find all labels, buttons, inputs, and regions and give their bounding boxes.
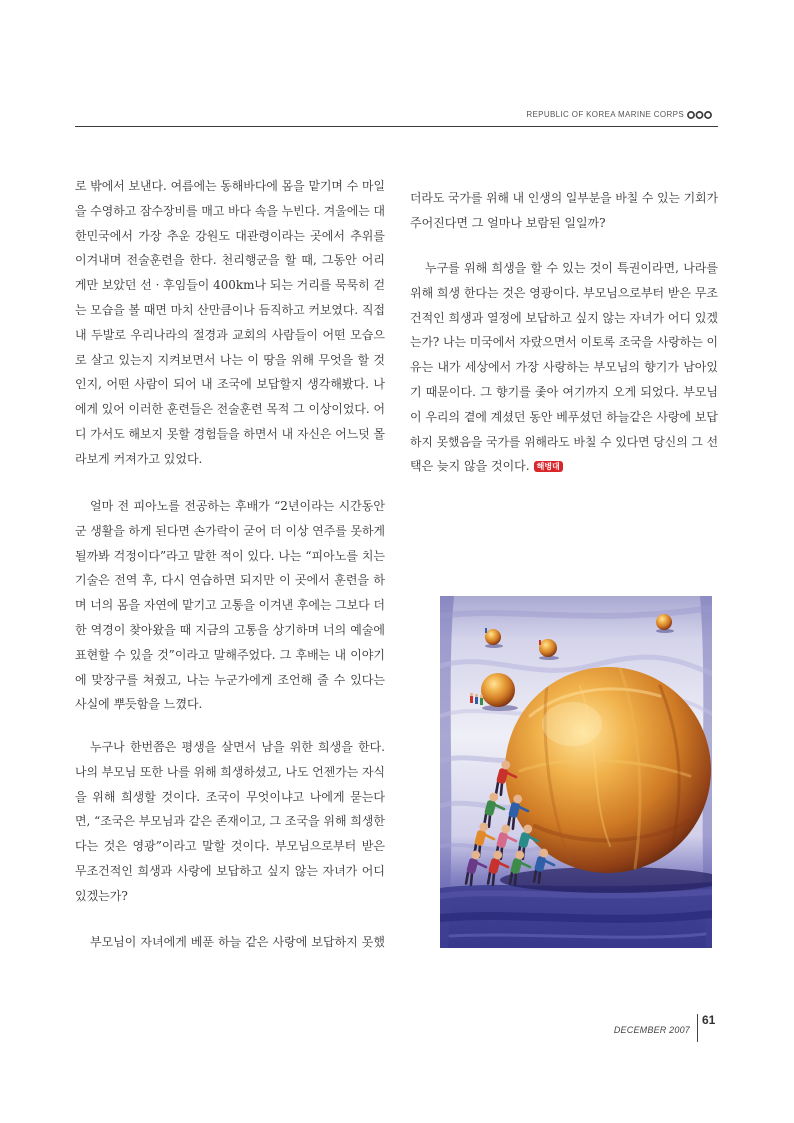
text-line-content: 내 두발로 우리나라의 절경과 교회의 사람들이 어떤 모습으 [75,327,385,342]
text-line-content: 하지 못했음을 국가를 위해라도 바칠 수 있다면 당신의 그 선 [410,434,718,449]
text-line [75,519,385,544]
text-line [75,668,385,693]
text-line-content: 게만 보았던 선 · 후임들이 400km나 되는 거리를 묵묵히 걷 [75,278,385,293]
text-line-content: 나의 부모님 또한 나를 위해 희생하셨고, 나도 언젠가는 자식 [75,764,385,779]
text-line [410,281,718,306]
text-line [75,643,385,668]
text-line-content: 무조건적인 희생과 사랑에 보답하고 싶지 않는 자녀가 어디 [75,863,385,878]
text-line-content: 주어진다면 그 얼마나 보람된 일일까? [410,215,606,230]
end-mark-badge: 해병대 [534,461,563,472]
text-line-content: 을 위해 희생할 것이다. 조국이 무엇이냐고 나에게 묻는다 [75,789,385,804]
text-line [75,323,385,348]
text-line-content: 에게 있어 이러한 훈련들은 전술훈련 목적 그 이상이었다. 어 [75,402,385,417]
text-line-content: 사실에 뿌듯함을 느꼈다. [75,697,203,712]
text-line [75,174,385,199]
text-line [75,593,385,618]
text-line-content: 누구를 위해 희생을 할 수 있는 것이 특권이라면, 나라를 [425,261,718,275]
text-line-content: 는 모습을 볼 때면 마치 산만큼이나 듬직하고 커보였다. 직접 [75,302,385,317]
text-line [75,273,385,298]
text-line-content: 얼마 전 피아노를 전공하는 후배가 “2년이라는 시간동안 [90,499,385,513]
paragraph [75,494,385,717]
text-line [75,735,385,760]
text-line [75,422,385,447]
text-line-content: 인지, 어떤 사람이 되어 내 조국에 보답할지 생각해봤다. 나 [75,377,385,392]
text-line [410,405,718,430]
footer-issue: DECEMBER 2007 [613,1025,690,1035]
text-line-content: 이 우리의 곁에 계셨던 동안 베푸셨던 하늘같은 사랑에 보답 [410,409,718,424]
text-line [75,348,385,373]
text-line-content: 부모님이 자녀에게 베푼 하늘 같은 사랑에 보답하지 못했 [90,935,385,949]
text-line [75,884,385,909]
text-line [75,544,385,569]
text-line [75,760,385,785]
running-head-title: REPUBLIC OF KOREA MARINE CORPS [526,110,684,119]
text-line-content: 라보게 커져가고 있었다. [75,451,203,466]
text-line-content: 택은 늦지 않을 것이다. [410,459,530,474]
text-line [410,355,718,380]
text-line [75,199,385,224]
golden-sphere [505,666,711,873]
paragraph [410,256,718,479]
illustration [440,596,712,948]
text-line [75,618,385,643]
text-line-content: 로 살고 있는지 지켜보면서 나는 이 땅을 위해 무엇을 할 것 [75,352,385,367]
page-number: 61 [702,1013,716,1027]
text-line-content: 누구나 한번쯤은 평생을 살면서 남을 위한 희생을 한다. [90,740,385,754]
paragraph [75,174,385,472]
text-line-content: 건적인 희생과 열정에 보답하고 싶지 않는 자녀가 어디 있겠 [410,310,718,325]
text-line [410,330,718,355]
text-line [410,211,718,236]
text-line-content: 더라도 국가를 위해 내 인생의 일부분을 바칠 수 있는 기회가 [410,191,718,205]
text-line [75,372,385,397]
text-line [75,248,385,273]
paragraph [410,186,718,236]
text-line-content: 다는 것은 영광”이라고 말할 것이다. 부모님으로부터 받은 [75,839,385,854]
right-column [410,0,718,1123]
text-line [75,859,385,884]
text-line [75,298,385,323]
text-line-content: 군 생활을 하게 된다면 손가락이 굳어 더 이상 연주를 못하게 [75,523,385,538]
painting-people-pushing-sphere [440,596,712,948]
text-line-content: 있겠는가? [75,888,128,903]
text-line-content: 는가? 나는 미국에서 자랐으면서 이토록 조국을 사랑하는 이 [410,335,718,350]
text-line-content: 디 가서도 해보지 못할 경험들을 하면서 내 자신은 어느덧 몰 [75,426,385,441]
text-line-content: 표현할 수 있을 것”이라고 말해주었다. 그 후배는 내 이야기 [75,647,385,662]
text-line [410,430,718,455]
text-line-content: 기술은 전역 후, 다시 연습하면 되지만 이 곳에서 훈련을 하 [75,573,385,588]
text-line-content: 될까봐 걱정이다”라고 말한 적이 있다. 나는 “피아노를 치는 [75,548,385,563]
left-column [75,0,385,1123]
text-line [75,397,385,422]
text-line [75,930,385,955]
text-line [410,186,718,211]
text-line [410,256,718,281]
text-line-content: 한 역경이 찾아왔을 때 지금의 고통을 상기하며 너의 예술에 [75,622,385,637]
text-line [75,494,385,519]
text-line-content: 이겨내며 전술훈련을 한다. 천리행군을 할 때, 그동안 어리 [75,253,385,268]
text-line [410,454,718,479]
text-line [410,306,718,331]
text-line-content: 기 때문이다. 그 향기를 좇아 여기까지 오게 되었다. 부모님 [410,384,718,399]
text-line [75,568,385,593]
text-line-content: 며 너의 몸을 자연에 맡기고 고통을 이겨낸 후에는 그보다 더 [75,598,385,613]
footer-divider [697,1014,698,1042]
text-line-content: 한민국에서 가장 추운 강원도 대관령이라는 곳에서 추위를 [75,228,385,243]
text-line-content: 면, “조국은 부모님과 같은 존재이고, 그 조국을 위해 희생한 [75,814,385,829]
text-line [75,224,385,249]
text-line [75,785,385,810]
text-line [410,380,718,405]
text-line-content: 로 밖에서 보낸다. 여름에는 동해바다에 몸을 맡기며 수 마일 [75,179,385,193]
paragraph [75,735,385,909]
text-line [75,692,385,717]
paragraph [75,930,385,955]
text-line-content: 유는 내가 세상에서 가장 사랑하는 부모님의 향기가 남아있 [410,360,718,375]
text-line [75,809,385,834]
text-line-content: 을 수영하고 잠수장비를 매고 바다 속을 누빈다. 겨울에는 대 [75,203,385,218]
text-line-content: 위해 희생 한다는 것은 영광이다. 부모님으로부터 받은 무조 [410,285,718,300]
text-line [75,834,385,859]
text-line-content: 에 맞장구를 쳐줬고, 나는 누군가에게 조언해 줄 수 있다는 [75,672,385,687]
text-line [75,447,385,472]
